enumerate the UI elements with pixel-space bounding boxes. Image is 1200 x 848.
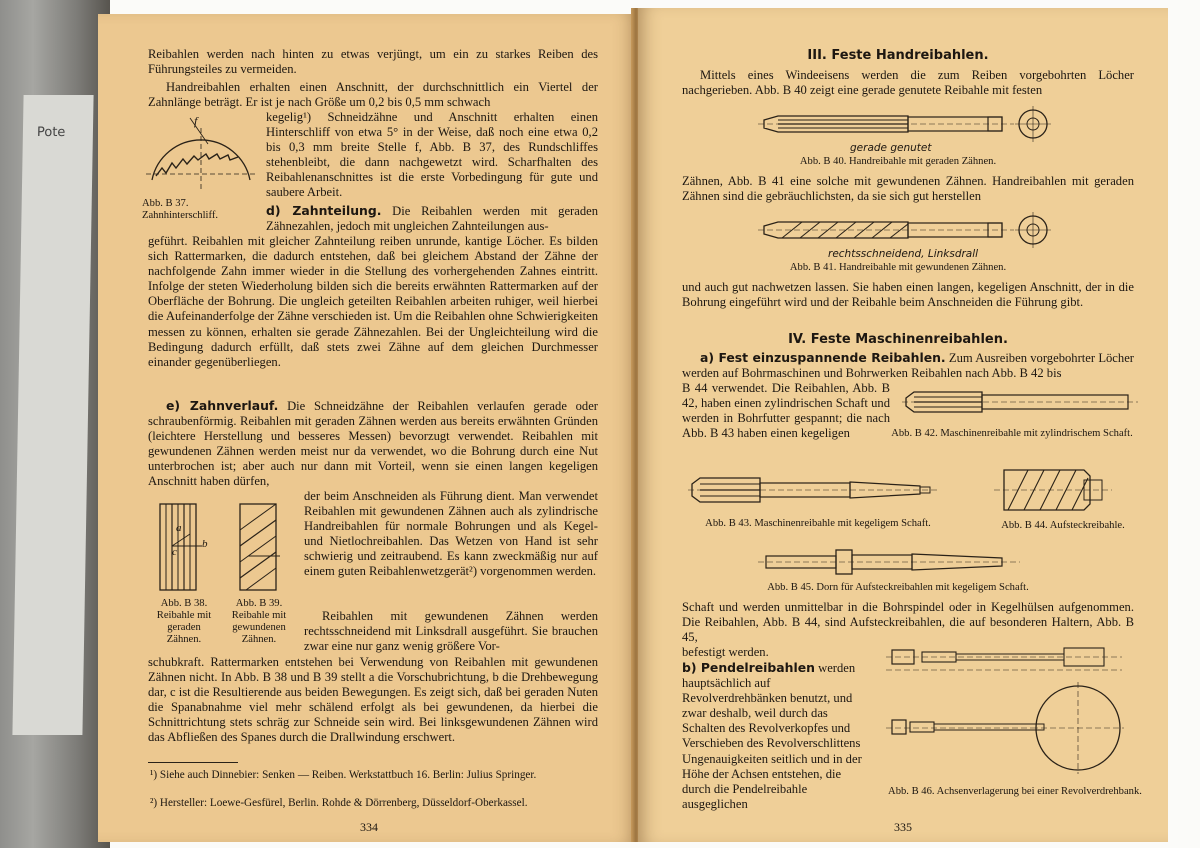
label-a: a (176, 522, 182, 534)
figure-b42-caption: Abb. B 42. Maschinenreibahle mit zylindrischem Schaft. (891, 428, 1133, 439)
zahnverlauf-paragraph (148, 398, 598, 490)
anschnitt-wrap-paragraph: kegelig¹) Schneidzähne und Anschnitt erhalten einen Hinterschliff von etwa 5° in der Weise, daß noch eine etwa 0,2 bis 0,3 mm breite Stelle f, Abb. B 37, des Rundschliffes stehenbleibt, die dann nachgewetzt wird. Scharfhalten des Reibahlenanschnittes ist die erste Vorbedingung für gute und saubere Arbeit. (266, 110, 598, 200)
underlying-page-text: Pote (36, 125, 66, 140)
zahnverlauf-heading: e) Zahnverlauf. (166, 398, 279, 413)
anschnitt-paragraph: Handreibahlen erhalten einen Anschnitt, der durchschnittlich ein Viertel der Zahnlänge beträgt. Er ist je nach Größe um 0,2 bis 0,5 mm schwach (148, 80, 598, 110)
zahnteilung-first-line (266, 203, 598, 234)
figure-b40-label: gerade genutet (850, 142, 932, 154)
machine-reamer-taper-drawing (688, 470, 948, 510)
figure-b39-caption: Abb. B 39. Reibahle mit gewundenen Zähnen. (231, 598, 287, 645)
pendelreibahlen-text: werden hauptsächlich auf Revolverdrehbänken benutzt, und zwar deshalb, weil durch das Schalten des Revolverkopfes und Verschieben des Revolverschlittens Ungenauigkeiten seitlich und in der Höhe der Achsen entstehen, die durch die Pendelreibahle ausgeglichen (682, 661, 862, 811)
footnote-rule (148, 762, 238, 763)
figure-b38-caption: Abb. B 38. Reibahle mit geraden Zähnen. (156, 598, 212, 645)
footnote-2: ²) Hersteller: Loewe-Gesfürel, Berlin. Rohde & Dörrenberg, Düsseldorf-Oberkassel. (150, 797, 528, 809)
handreibahlen-paragraph-1: Mittels eines Windeeisens werden die zum Reiben vorgebohrten Löcher nachgerieben. Abb. B 40 zeigt eine gerade genutete Reibahle mit festen (682, 68, 1134, 98)
handreibahlen-paragraph-2: Zähnen, Abb. B 41 eine solche mit gewundenen Zähnen. Handreibahlen mit geraden Zähnen sind die gebräuchlichsten, da sie sich gut herstellen (682, 174, 1134, 204)
figure-b42 (891, 384, 1142, 454)
left-page (98, 14, 636, 842)
heading-feste-handreibahlen: III. Feste Handreibahlen. (807, 48, 989, 63)
zahnverlauf-body: Die Schneidzähne der Reibahlen verlaufen gerade oder schraubenförmig. Reibahlen mit geraden Zähnen werden aus bereits erwähnten Gründen (leichtere Herstellung und besseres Messen) bevorzugt verwendet. Reibahlen mit gewundenen Zähnen werden meist nur da verwendet, wo die Bohrung durch eine Nut unterbrochen ist; aber auch nur dann mit Vorteil, wenn sie einen langen kegeligen Anschnitt haben dürfen, (148, 399, 598, 489)
underlying-paper (12, 95, 93, 735)
figure-b46 (882, 636, 1144, 820)
shell-reamer-drawing (978, 464, 1148, 516)
revolver-axis-drawing (882, 636, 1144, 776)
figure-b44 (978, 464, 1148, 536)
vorschub-paragraph: schubkraft. Rattermarken entstehen bei Verwendung von Reibahlen mit gewundenen Zähnen nicht. In Abb. B 38 und B 39 stellt a die Vorschubrichtung, b die Drehbewegung dar, c ist die Resultierende aus beiden Bewegungen. Es zeigt sich, daß bei geraden Nuten die Spanabnahme viel mehr schälend erfolgt als bei gewundenen, da hierbei die Schnittrichtung stets schräg zur Schneide sein wird. Bei linksgewundenen Zähnen wird das Abfließen des Spanes durch die Drallwindung erschwert. (148, 655, 598, 745)
page-number-left: 334 (360, 820, 378, 834)
label-c: c (172, 546, 177, 558)
zahnteilung-paragraph: geführt. Reibahlen mit gleicher Zahnteilung reiben unrunde, kantige Löcher. Es bilden sich Rattermarken, die dadurch entstehen, daß bei gleichem Abstand der Zähne der nachfolgende Zahn immer wieder in die Stellung des vorhergehenden Zahnes eintritt. Infolge der steten Wiederholung bilden sich die bereits erwähnten Rattermarken auf der Oberfläche der Bohrung. Die ungleich geteilten Reibahlen arbeiten ruhiger, weil hierbei die Aufeinanderfolge der Zähne verschieden ist. Um die Reibahlen ohne Schwierigkeiten messen zu können, erhalten sie gerade Zähnezahlen. Bei der Ungleichteilung wird die Bedingung dadurch erfüllt, daß stets zwei Zähne auf dem gleichen Durchmesser einander gegenüberliegen. (148, 234, 598, 369)
figure-b43-caption: Abb. B 43. Maschinenreibahle mit kegeligem Schaft. (705, 518, 931, 529)
spiral-reamer-drawing (758, 210, 1058, 250)
label-b: b (202, 538, 208, 550)
label-f: f (194, 114, 198, 128)
handreibahlen-paragraph-3: und auch gut nachwetzen lassen. Sie haben einen langen, kegeligen Anschnitt, der in die Bohrung eingeführt wird und der Reibahle beim Anschneiden die Führung gibt. (682, 280, 1134, 310)
figure-b44-caption: Abb. B 44. Aufsteckreibahle. (1001, 520, 1125, 531)
machine-reamer-cyl-drawing (902, 384, 1142, 420)
underlying-page-edge (0, 0, 110, 848)
zahnteilung-heading: d) Zahnteilung. (266, 203, 382, 218)
figure-b41-caption: Abb. B 41. Handreibahle mit gewundenen Zähnen. (789, 262, 1007, 273)
fest-einzuspannende-text: Zum Ausreiben vorgebohrter Löcher werden auf Bohrmaschinen und Bohrwerken Reibahlen nach Abb. B 42 bis (682, 351, 1134, 381)
heading-feste-maschinenreibahlen: IV. Feste Maschinenreibahlen. (788, 332, 1008, 347)
figures-b38-b39 (150, 500, 300, 645)
figure-b41-label: rechtsschneidend, Linksdrall (828, 248, 979, 260)
page-number-right: 335 (894, 820, 912, 834)
linksdrall-paragraph: Reibahlen mit gewundenen Zähnen werden rechtsschneidend mit Linksdrall ausgeführt. Sie brauchen zwar eine nur ganz wenig größere Vor- (304, 609, 598, 654)
figure-b43 (688, 470, 948, 534)
tooth-relief-drawing (142, 114, 260, 192)
zahnverlauf-wrap-paragraph: der beim Anschneiden als Führung dient. Man verwendet Reibahlen mit gewundenen Zähnen auch als zylindrische Handreibahlen für normale Bohrungen und als Kegel- und Nietlochreibahlen. Das Wetzen von Hand ist sehr schwierig und zeitraubend. Es kann zweckmäßig nur auf einem guten Reibahlenwetzgerät²) vorgenommen werden. (304, 489, 598, 579)
figure-b46-caption: Abb. B 46. Achsenverlagerung bei einer Revolverdrehbank. (888, 786, 1142, 797)
maschinenreibahlen-paragraph (682, 350, 1134, 381)
schaft-paragraph: Schaft und werden unmittelbar in die Bohrspindel oder in Kegelhülsen aufgenommen. Die Reibahlen, Abb. B 44, sind Aufsteckreibahlen, die auf besonderen Haltern, Abb. B 45, (682, 600, 1134, 645)
figure-b37 (142, 114, 260, 221)
figure-b45-caption: Abb. B 45. Dorn für Aufsteckreibahlen mit kegeligem Schaft. (767, 582, 1029, 593)
fest-einzuspannende-heading: a) Fest einzuspannende Reibahlen. (700, 350, 946, 365)
pendelreibahlen-paragraph (682, 660, 868, 812)
zahnteilung-wrap-text: Die Reibahlen werden mit geraden Zähnezahlen, jedoch mit ungleichen Zahnteilungen aus- (266, 204, 598, 234)
figure-b37-caption: Abb. B 37. Zahnhinterschliff. (142, 198, 218, 221)
schaft-paragraph-end: befestigt werden. (682, 645, 769, 659)
right-page (638, 8, 1168, 842)
figure-b41 (758, 210, 1058, 270)
footnote-1: ¹) Siehe auch Dinnebier: Senken — Reiben. Werkstattbuch 16. Berlin: Julius Springer. (150, 769, 537, 781)
intro-paragraph: Reibahlen werden nach hinten zu etwas verjüngt, um ein zu starkes Reiben des Führungsteiles zu vermeiden. (148, 47, 598, 77)
pendelreibahlen-heading: b) Pendelreibahlen (682, 660, 815, 675)
straight-reamer-drawing (758, 104, 1058, 144)
figure-b40-caption: Abb. B 40. Handreibahle mit geraden Zähnen. (799, 156, 997, 167)
arbor-drawing (758, 544, 1058, 580)
maschinenreibahlen-wrap-paragraph: B 44 verwendet. Die Reibahlen, Abb. B 42, haben einen zylindrischen Schaft und werden in Bohrfutter gespannt; die nach Abb. B 43 haben einen kegeligen (682, 381, 890, 441)
